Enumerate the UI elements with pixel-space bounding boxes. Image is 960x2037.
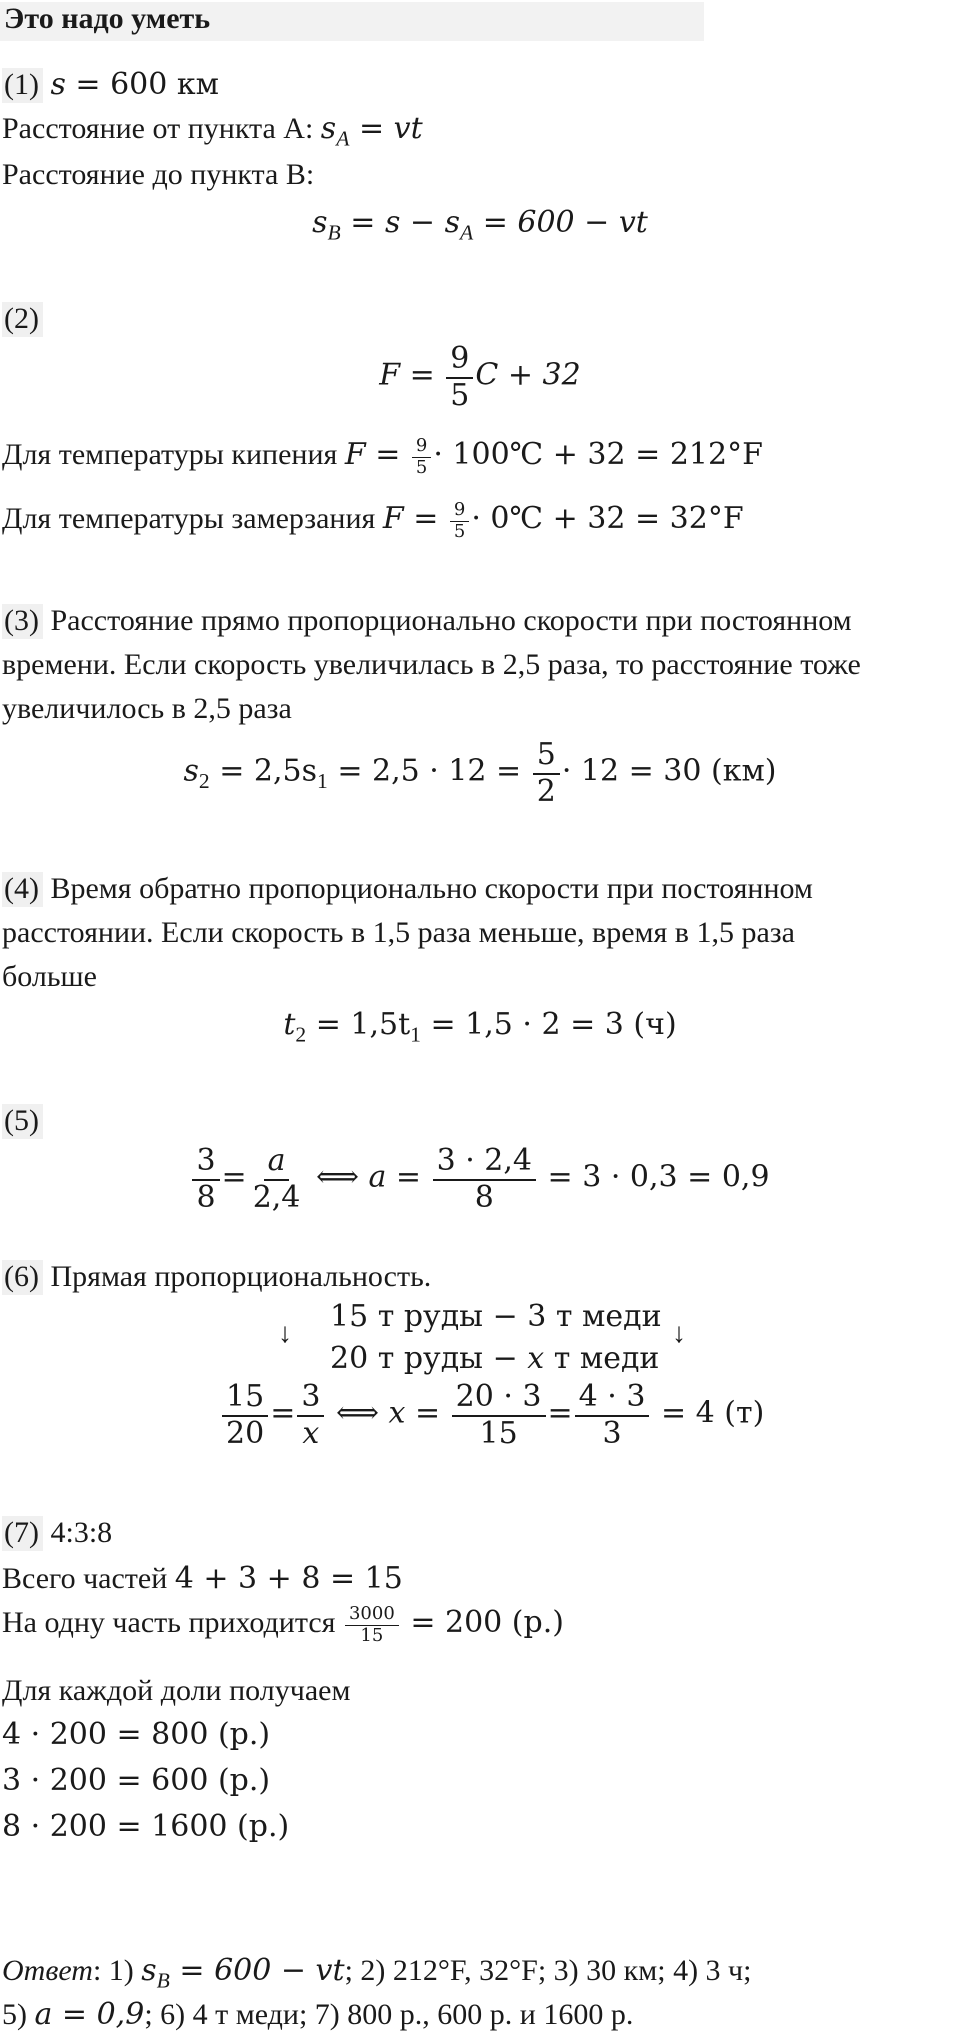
boiling-line bbox=[2, 436, 763, 478]
expr: · 0℃ + 32 = 32°F bbox=[471, 501, 744, 537]
fraction-denominator: 5 bbox=[415, 456, 428, 478]
share-row-2: 3 · 200 = 600 (р.) bbox=[2, 1763, 271, 1798]
one-part-line bbox=[2, 1604, 564, 1646]
expr: = bbox=[221, 1159, 247, 1195]
text: 20 т руды − bbox=[330, 1341, 528, 1376]
fraction-denominator: 5 bbox=[450, 377, 470, 413]
distance-to-b-equation bbox=[0, 206, 960, 245]
freezing-label: Для температуры замерзания bbox=[2, 502, 383, 536]
expr: · 12 = 30 (км) bbox=[561, 753, 777, 789]
fraction-denominator: 2 bbox=[536, 773, 556, 809]
each-share-label: Для каждой доли получаем bbox=[2, 1674, 351, 1707]
fraction-denominator: 5 bbox=[453, 520, 466, 542]
fraction-numerator: 3000 bbox=[345, 1604, 399, 1626]
page-title: Это надо уметь bbox=[0, 2, 704, 41]
answer-line-1 bbox=[2, 1954, 751, 1993]
expr: = 600 − vt bbox=[473, 205, 648, 240]
text: Расстояние прямо пропорционально скорости при постоянном bbox=[42, 604, 852, 637]
var-s: s bbox=[320, 111, 337, 146]
fraction-numerator: 9 bbox=[446, 342, 473, 379]
fraction-denominator: 15 bbox=[360, 1624, 384, 1646]
expr: t bbox=[283, 1007, 296, 1042]
expr: = 2,5s bbox=[209, 753, 318, 789]
fraction-numerator: 3 bbox=[192, 1144, 219, 1181]
expr: = s − s bbox=[340, 205, 460, 240]
var-s: s bbox=[141, 1953, 157, 1988]
text: ; 6) 4 т меди; 7) 800 р., 600 р. и 1600 р. bbox=[144, 1998, 634, 2031]
fraction-denominator: 2,4 bbox=[252, 1179, 301, 1215]
problem-3-line3: увеличилось в 2,5 раза bbox=[2, 692, 292, 725]
expr: = 600 − vt bbox=[169, 1953, 345, 1988]
fraction-numerator: a bbox=[264, 1144, 290, 1181]
fraction-denominator: 3 bbox=[602, 1415, 622, 1451]
fraction-numerator: 15 bbox=[222, 1380, 268, 1417]
proportion-row-1: 15 т руды − 3 т меди bbox=[330, 1299, 662, 1334]
tag: (4) bbox=[2, 872, 43, 907]
text: Прямая пропорциональность. bbox=[42, 1260, 432, 1293]
answer-label: Ответ bbox=[2, 1954, 93, 1987]
distance-from-a-label: Расстояние от пункта А: bbox=[2, 112, 321, 145]
var-s: s bbox=[50, 67, 66, 102]
fraction-denominator: x bbox=[302, 1415, 320, 1451]
expr: s bbox=[183, 753, 199, 789]
text: т меди bbox=[544, 1341, 660, 1376]
problem-1-tag: (1) bbox=[2, 68, 43, 103]
problem-4-equation bbox=[0, 1008, 960, 1047]
tag: (3) bbox=[2, 604, 43, 639]
distance-to-b-label: Расстояние до пункта В: bbox=[2, 158, 315, 191]
expr: = 200 (р.) bbox=[400, 1605, 564, 1641]
freezing-line bbox=[2, 500, 744, 542]
fraction-numerator: 20 · 3 bbox=[452, 1380, 546, 1417]
fraction-denominator: 8 bbox=[474, 1179, 494, 1215]
problem-3-equation bbox=[0, 738, 960, 809]
expr: F = bbox=[344, 437, 410, 473]
problem-3-line2: времени. Если скорость увеличилась в 2,5 раза, то расстояние тоже bbox=[2, 648, 861, 681]
problem-1-line bbox=[2, 68, 219, 103]
problem-3-line1 bbox=[2, 604, 852, 639]
expr: = 4 (т) bbox=[651, 1395, 765, 1431]
expr: = 2,5 · 12 = bbox=[327, 753, 531, 789]
fraction-numerator: 9 bbox=[412, 436, 431, 458]
problem-5-tag bbox=[2, 1104, 43, 1139]
share-row-1: 4 · 200 = 800 (р.) bbox=[2, 1717, 271, 1752]
distance-from-a-line bbox=[2, 112, 423, 151]
expr: F = bbox=[382, 501, 448, 537]
boiling-label: Для температуры кипения bbox=[2, 438, 345, 472]
total-parts-line bbox=[2, 1562, 403, 1597]
text: : 1) bbox=[92, 1954, 142, 1987]
subscript: 1 bbox=[317, 768, 328, 793]
expr: F = bbox=[379, 357, 445, 393]
text: Время обратно пропорционально скорости при постоянном bbox=[42, 872, 813, 905]
expr: = 1,5 · 2 = 3 (ч) bbox=[420, 1007, 677, 1042]
subscript: B bbox=[327, 220, 341, 245]
tag: (6) bbox=[2, 1260, 43, 1295]
expr: = 3 · 0,3 = 0,9 bbox=[538, 1159, 770, 1195]
fraction-numerator: 9 bbox=[450, 500, 469, 522]
ratio: 4:3:8 bbox=[42, 1516, 113, 1549]
problem-4-line3: больше bbox=[2, 960, 97, 993]
problem-6-equation bbox=[220, 1380, 764, 1451]
problem-4-line2: расстоянии. Если скорость в 1,5 раза меньше, время в 1,5 раза bbox=[2, 916, 795, 949]
distance-value: = 600 км bbox=[65, 67, 219, 102]
expr: · 100℃ + 32 = 212°F bbox=[433, 437, 763, 473]
expr: 4 + 3 + 8 = 15 bbox=[174, 1561, 403, 1596]
expr: ⟺ x = bbox=[326, 1395, 450, 1431]
expr: C + 32 bbox=[475, 357, 581, 393]
expr: ⟺ a = bbox=[306, 1159, 431, 1195]
var-s: s bbox=[312, 205, 328, 240]
expr: a = 0,9 bbox=[34, 1997, 145, 2032]
tag: (2) bbox=[2, 302, 43, 337]
text: ; 2) 212°F, 32°F; 3) 30 км; 4) 3 ч; bbox=[344, 1954, 752, 1987]
fraction-numerator: 4 · 3 bbox=[575, 1380, 650, 1417]
expr: = vt bbox=[349, 111, 423, 146]
fraction-numerator: 3 · 2,4 bbox=[433, 1144, 536, 1181]
subscript: 2 bbox=[295, 1022, 307, 1047]
proportion-row-2 bbox=[330, 1342, 659, 1377]
subscript: B bbox=[156, 1968, 170, 1993]
tag: (7) bbox=[2, 1516, 43, 1551]
subscript: A bbox=[336, 126, 350, 151]
subscript: 1 bbox=[410, 1022, 421, 1047]
fraction-numerator: 5 bbox=[533, 738, 560, 775]
problem-5-equation bbox=[0, 1144, 960, 1215]
problem-2-tag bbox=[2, 302, 43, 337]
subscript: 2 bbox=[198, 768, 210, 793]
text: На одну часть приходится bbox=[2, 1606, 343, 1640]
var-x: x bbox=[527, 1341, 545, 1376]
fraction-denominator: 15 bbox=[479, 1415, 518, 1451]
problem-4-line1 bbox=[2, 872, 813, 907]
answer-line-2 bbox=[2, 1998, 633, 2033]
share-row-3: 8 · 200 = 1600 (р.) bbox=[2, 1809, 290, 1844]
tag: (5) bbox=[2, 1104, 43, 1139]
text: Всего частей bbox=[2, 1562, 175, 1595]
fraction-numerator: 3 bbox=[297, 1380, 324, 1417]
expr: = bbox=[270, 1395, 296, 1431]
fraction-denominator: 20 bbox=[226, 1415, 265, 1451]
problem-7-line bbox=[2, 1516, 112, 1551]
fraction-denominator: 8 bbox=[196, 1179, 216, 1215]
arrow-down-icon: ↓ bbox=[278, 1318, 292, 1349]
expr: = bbox=[547, 1395, 573, 1431]
problem-6-line1 bbox=[2, 1260, 431, 1295]
subscript: A bbox=[459, 220, 474, 245]
fahrenheit-formula bbox=[0, 342, 960, 413]
arrow-down-icon: ↓ bbox=[672, 1318, 686, 1349]
text: 5) bbox=[2, 1998, 35, 2031]
expr: = 1,5t bbox=[306, 1007, 411, 1042]
